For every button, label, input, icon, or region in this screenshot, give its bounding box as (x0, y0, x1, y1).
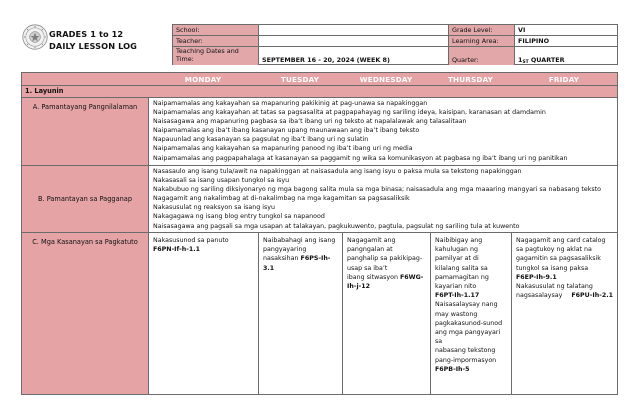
kasanayan-thursday-line-10: ang mga pangyayari sa (435, 329, 501, 346)
kasanayan-thursday-line-6: kayarian nito (435, 283, 477, 291)
kasanayan-tuesday-line-3 (263, 254, 338, 272)
kasanayan-friday-code-1: F6EP-Ih-9.1 (516, 273, 557, 281)
pangnilalaman-line-7: Naipamamalas ang pagpapahalaga at kasanayan sa paggamit ng wika sa komunikasyon at pagbasa ng iba’t ibang uri ng panitikan (153, 154, 568, 162)
row-label-mga-kasanayan-sa-pagkatuto: C. Mga Kasanayan sa Pagkatuto (22, 233, 148, 394)
kasanayan-thursday (431, 233, 511, 394)
school-value[interactable] (259, 25, 449, 36)
pangnilalaman-line-6: Naipamamalas ang kakayahan sa mapanuring panood ng iba’t ibang uri ng media (153, 145, 413, 153)
kasanayan-wednesday-code-2: Ih-j-12 (347, 283, 370, 291)
kasanayan-wednesday-code-1: F6WG- (399, 273, 424, 281)
pamantayan-sa-pagganap-content (149, 166, 617, 232)
kasanayan-thursday-code-2: F6PB-Ih-5 (435, 365, 470, 373)
quarter-number: 1 (518, 56, 523, 64)
quarter-value[interactable]: 1 $^{ST}$ QUARTER (518, 56, 565, 65)
kasanayan-wednesday-line-4: usap sa iba’t (347, 264, 388, 272)
teaching-dates-label-line2: Time: (176, 55, 194, 63)
school-label: School: (173, 25, 259, 36)
kasanayan-thursday-line-1: Naibibigay ang (435, 237, 483, 244)
day-header-thursday: THURSDAY (430, 73, 511, 85)
kasanayan-wednesday-text-5: ibang sitwasyon (347, 273, 398, 281)
table-divider (258, 232, 259, 394)
grade-level-value[interactable]: VI (515, 25, 618, 36)
pagganap-line-5: Nakasusulat ng reaksyon sa isang isyu (153, 204, 276, 212)
kasanayan-thursday-line-9: pagkakasunod-sunod (435, 319, 503, 327)
teaching-dates-label (173, 47, 259, 65)
pagganap-line-4: Nagagamit ang nakalimbag at di-nakalimbag na mga kagamitan sa pagsasaliksik (153, 195, 410, 203)
pagganap-line-1: Nasasaulo ang isang tula/awit na napakinggan at naisasadula ang isang isyu o paksa mula sa tekstong napakinggan (153, 168, 522, 175)
learning-area-value[interactable]: FILIPINO (515, 36, 618, 47)
kasanayan-wednesday-line-3: panghalip sa pakikipag- (347, 255, 423, 263)
pagganap-line-7: Naisasagawa ang pagsali sa mga usapan at talakayan, pagkukuwento, pagtula, pagsulat ng sariling tula at kuwento (153, 222, 520, 230)
day-header-blank (22, 73, 148, 85)
kasanayan-wednesday-text-1: Nagagamit ang (347, 237, 396, 244)
row-label-pamantayan-sa-pagganap: B. Pamantayan sa Pagganap (22, 166, 148, 232)
teacher-value[interactable] (259, 36, 449, 47)
table-divider (22, 165, 617, 166)
kasanayan-friday-line-6 (516, 291, 613, 300)
kasanayan-wednesday-line-5 (347, 273, 426, 282)
day-header-monday: MONDAY (148, 73, 258, 85)
kasanayan-thursday-line-7: Naisasalaysay nang (435, 301, 498, 309)
pangnilalaman-line-3: Naisasagawa ang mapanuring pagbasa sa iba’t ibang uri ng teksto at napalalawak ang talasalitaan (153, 118, 467, 126)
learning-area-label: Learning Area: (449, 36, 515, 47)
pagganap-line-3: Nakabubuo ng sariling diksiyonaryo ng mga bagong salita mula sa mga binasa; naisasadula ang mga maaaring mangyari sa nabasang teksto (153, 186, 601, 194)
kasanayan-friday-line-3: gagamitin sa pagsasaliksik (516, 255, 601, 263)
kasanayan-monday-code: F6PN-If-h-1.1 (153, 246, 201, 254)
day-header-wednesday: WEDNESDAY (342, 73, 430, 85)
kasanayan-thursday-line-12: pang-impormasyon (435, 356, 497, 364)
kasanayan-thursday-line-3: pamilyar at di (435, 255, 479, 263)
grade-level-label: Grade Level: (449, 25, 515, 36)
kasanayan-friday (512, 233, 617, 394)
table-divider (511, 232, 512, 394)
kasanayan-monday (149, 233, 258, 394)
kasanayan-thursday-code-1: F6PT-Ih-1.17 (435, 292, 480, 300)
kasanayan-thursday-line-5: pamamagitan ng (435, 273, 489, 281)
kasanayan-wednesday-line-1 (347, 236, 426, 245)
kasanayan-tuesday-line-2: pangyayaring (263, 246, 307, 254)
table-divider (22, 97, 617, 98)
kasanayan-tuesday-code: F6PS-Ih-3.1 (263, 255, 331, 272)
kasanayan-friday-line-1: Nagagamit ang card catalog (516, 237, 606, 244)
table-divider (342, 232, 343, 394)
kasanayan-friday-code-2: F6PU-Ih-2.1 (571, 292, 613, 300)
kasanayan-thursday-line-2: kahulugan ng (435, 246, 478, 254)
pangnilalaman-line-5: Napauunlad ang kasanayan sa pagsulat ng iba’t ibang uri ng sulatin (153, 136, 369, 144)
kasanayan-wednesday-line-2: pangngalan at (347, 246, 393, 254)
day-header-friday: FRIDAY (511, 73, 617, 85)
table-divider (22, 232, 617, 233)
pangnilalaman-line-1: Naipamamalas ang kakayahan sa mapanuring pakikinig at pag-unawa sa napakinggan (153, 100, 428, 107)
teacher-label: Teacher: (173, 36, 259, 47)
day-header-tuesday: TUESDAY (258, 73, 342, 85)
kasanayan-friday-text-6: nagsasalaysay (516, 292, 563, 300)
kasanayan-tuesday (259, 233, 342, 394)
kasanayan-friday-line-2: sa pagtukoy ng aklat na (516, 246, 592, 254)
table-divider (430, 232, 431, 394)
table-divider (148, 97, 149, 394)
pagganap-line-6: Nakagagawa ng isang blog entry tungkol sa napanood (153, 213, 325, 221)
quarter-word: QUARTER (528, 56, 565, 64)
kasanayan-thursday-line-8: may wastong (435, 310, 478, 318)
pagganap-line-2: Nakasasali sa isang usapan tungkol sa isyu (153, 177, 290, 185)
kasanayan-tuesday-line-1: Naibabahagi ang isang (263, 237, 336, 244)
lesson-info-grid (172, 24, 618, 65)
section-title-layunin: 1. Layunin (22, 86, 617, 97)
kasanayan-thursday-line-4: kilalang salita sa (435, 264, 488, 272)
kasanayan-monday-text: Nakasusunod sa panuto (153, 237, 229, 244)
kasanayan-friday-line-5: Nakasusulat ng talatang (516, 283, 593, 291)
teaching-dates-value[interactable]: SEPTEMBER 16 - 20, 2024 (WEEK 8) (259, 47, 449, 65)
kasanayan-wednesday (343, 233, 430, 394)
teaching-dates-label-line1: Teaching Dates and (176, 47, 239, 56)
pangnilalaman-line-4: Naipamamalas ang iba’t ibang kasanayan upang maunawaan ang iba’t ibang teksto (153, 127, 420, 135)
pamantayang-pangnilalaman-content (149, 98, 617, 165)
deped-seal-icon (22, 24, 48, 50)
kasanayan-friday-line-4: tungkol sa isang paksa (516, 264, 589, 272)
lesson-objectives-table (21, 72, 618, 395)
kasanayan-tuesday-text-3: nasaksihan (263, 255, 299, 263)
row-label-pamantayang-pangnilalaman: A. Pamantayang Pangnilalaman (22, 98, 148, 165)
kasanayan-thursday-line-11: nabasang tekstong (435, 347, 496, 355)
table-divider (22, 85, 617, 86)
lesson-log-grade-title: GRADES 1 to 12 (49, 29, 124, 39)
lesson-log-title: DAILY LESSON LOG (49, 41, 138, 51)
quarter-label: Quarter: (449, 47, 515, 65)
pangnilalaman-line-2: Naipamamalas ang kakayahan at tatas sa pagsasalita at pagpapahayag ng sariling ideya, kaisipan, karanasan at damdamin (153, 109, 546, 117)
